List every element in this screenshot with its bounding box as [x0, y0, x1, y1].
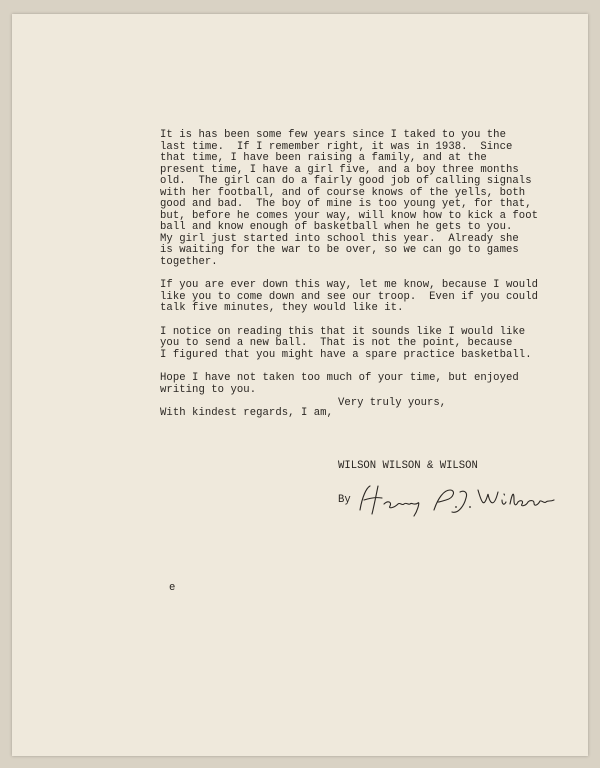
text-line: talk five minutes, they would like it.	[160, 302, 404, 314]
text-line: ball and know enough of basketball when he gets to you.	[160, 221, 513, 233]
paragraph-2	[160, 280, 580, 315]
text-line: My girl just started into school this year. Already she	[160, 232, 519, 245]
stray-typed-mark: e	[169, 582, 176, 594]
handwritten-signature	[352, 480, 562, 520]
text-line: present time, I have a girl five, and a boy three months	[160, 163, 519, 176]
text-line: but, before he comes your way, will know how to kick a foot	[160, 209, 539, 222]
letter-sheet	[12, 14, 588, 756]
text-line: together.	[160, 255, 218, 268]
text-line: is waiting for the war to be over, so we can go to games	[160, 244, 519, 256]
text-line: I figured that you might have a spare practice basketball.	[160, 348, 532, 361]
text-line: With kindest regards, I am,	[160, 407, 333, 419]
by-label: By	[338, 494, 351, 506]
paragraph-4	[160, 373, 580, 396]
text-line: Hope I have not taken too much of your time, but enjoyed	[160, 372, 519, 384]
text-line: If you are ever down this way, let me know, because I would	[160, 279, 539, 291]
text-line: I notice on reading this that it sounds like I would like	[160, 325, 526, 338]
text-line: writing to you.	[160, 383, 257, 396]
firm-name: WILSON WILSON & WILSON	[338, 460, 478, 472]
paragraph-1	[160, 130, 580, 268]
text-line: good and bad. The boy of mine is too young yet, for that,	[160, 198, 532, 210]
text-line: you to send a new ball. That is not the point, because	[160, 337, 513, 349]
paragraph-5	[160, 408, 580, 420]
text-line: like you to come down and see our troop. Even if you could	[160, 290, 539, 303]
text-line: with her football, and of course knows of the yells, both	[160, 186, 526, 199]
text-line: It is has been some few years since I taked to you the	[160, 129, 506, 141]
paragraph-3	[160, 327, 580, 362]
letter-body	[160, 130, 580, 420]
text-line: last time. If I remember right, it was in 1938. Since	[160, 140, 513, 153]
complimentary-close: Very truly yours,	[338, 397, 447, 409]
text-line: that time, I have been raising a family, and at the	[160, 152, 487, 164]
text-line: old. The girl can do a fairly good job of calling signals	[160, 175, 532, 187]
